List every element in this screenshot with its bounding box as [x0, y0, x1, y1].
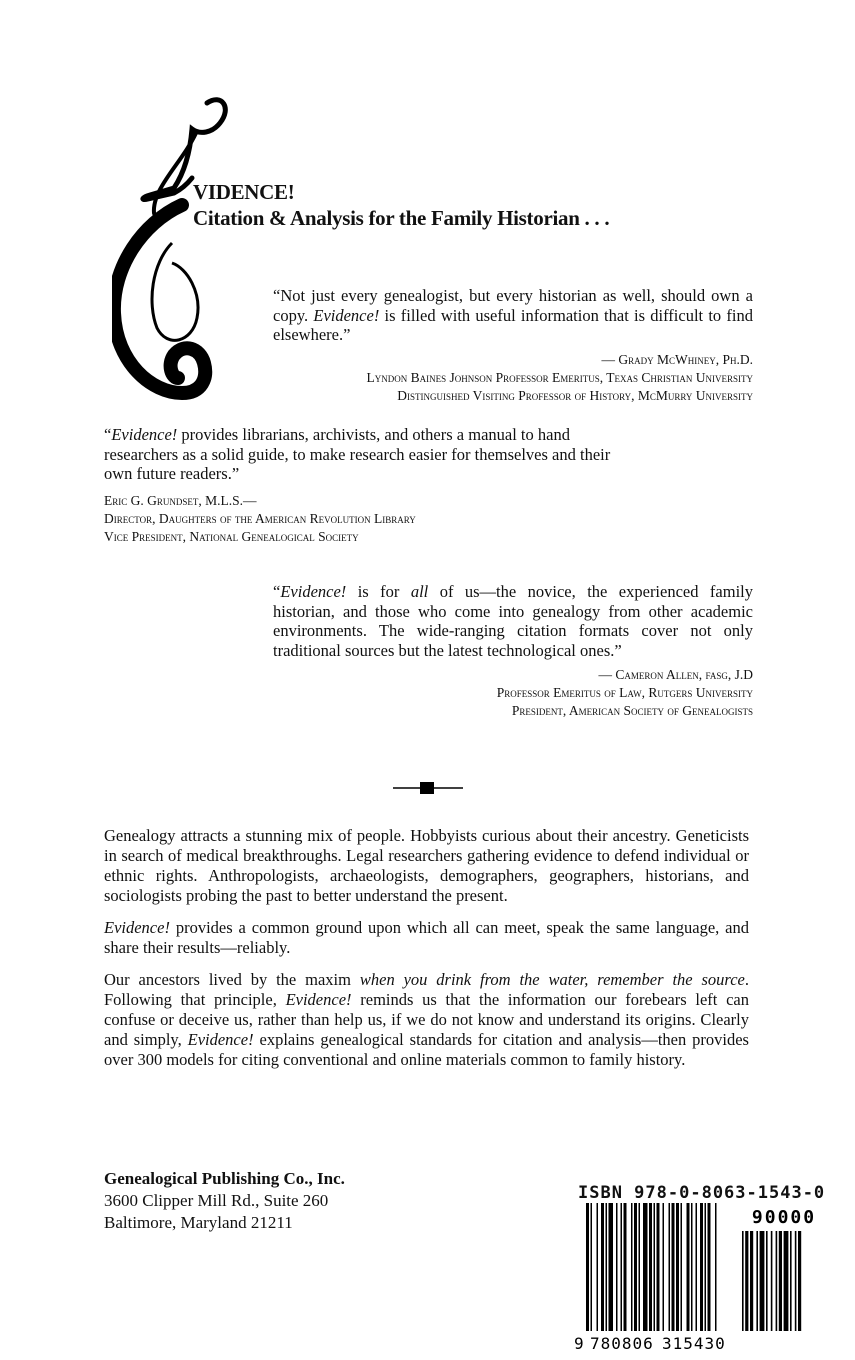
barcode-addon-bar [798, 1231, 801, 1343]
description-paragraph-3: Our ancestors lived by the maxim when you drink from the water, remember the source. Following that principle, Evidence! reminds us that the information our forebears left can confuse or deceive us, rather than help us, if we do not know and understand its origins. Clearly and simply, Evidence! explains genealogical standards for citation and analysis—then provides over 300 models for citing conventional and online materials common to family history. [104, 970, 749, 1069]
attribution-title: Distinguished Visiting Professor of History, McMurry University [397, 387, 753, 403]
isbn-label: ISBN 978-0-8063-1543-0 [578, 1183, 826, 1203]
barcode-bar [634, 1203, 637, 1331]
title-line-1: VIDENCE! [193, 180, 295, 204]
barcode-addon-bar [784, 1231, 789, 1343]
barcode-bar [654, 1203, 656, 1331]
endorsement-quote-2 [104, 425, 624, 546]
ornamental-e-initial [112, 93, 232, 403]
quote-text: “Not just every genealogist, but every historian as well, should own a copy. Evidence! is filled with useful information that is difficult to find elsewhere.” [273, 286, 753, 344]
barcode-bar [700, 1203, 703, 1331]
barcode-bar [616, 1203, 618, 1331]
barcode-addon-bar [776, 1231, 778, 1343]
attribution-title: Professor Emeritus of Law, Rutgers University [496, 685, 753, 700]
quote-attribution [273, 666, 753, 720]
barcode-bar [657, 1203, 660, 1331]
description-body [104, 826, 749, 1082]
attribution-name: — Cameron Allen, fasg, J.D [598, 667, 753, 682]
publisher-address-line-1: 3600 Clipper Mill Rd., Suite 260 [104, 1191, 329, 1210]
barcode-bar [715, 1203, 717, 1343]
barcode-bar [708, 1203, 711, 1331]
barcode-bar [601, 1203, 604, 1331]
barcode-bar [669, 1203, 671, 1331]
attribution-name: — Grady McWhiney, Ph.D. [601, 351, 753, 367]
attribution-name: Eric G. Grundset, M.L.S.— [104, 492, 257, 508]
quote-text: “Evidence! provides librarians, archivists, and others a manual to hand researchers as a solid guide, to make research easier for themselves and their own future readers.” [104, 425, 611, 483]
barcode-bar [696, 1203, 698, 1331]
barcode-bar [606, 1203, 608, 1331]
barcode-bars-main [586, 1203, 717, 1343]
barcode-digit-first: 9 [574, 1334, 584, 1353]
endorsement-quote-3 [273, 582, 753, 720]
barcode-bar [597, 1203, 599, 1331]
publisher-name: Genealogical Publishing Co., Inc. [104, 1169, 345, 1188]
barcode-addon-bar [745, 1231, 748, 1343]
barcode-bar [672, 1203, 675, 1331]
attribution-title: Director, Daughters of the American Revolution Library [104, 510, 416, 526]
barcode-addon-bar [756, 1231, 758, 1343]
barcode-bar [591, 1203, 593, 1343]
barcode-addon-bar [742, 1231, 744, 1343]
barcode-addon-bar [779, 1231, 782, 1343]
barcode-bar [705, 1203, 707, 1331]
description-paragraph-2: Evidence! provides a common ground upon which all can meet, speak the same language, and share their results—reliably. [104, 918, 749, 957]
barcode-bar [586, 1203, 589, 1343]
barcode-bar [691, 1203, 693, 1331]
barcode-addon-bar [790, 1231, 792, 1343]
publisher-info [104, 1168, 345, 1234]
endorsement-quote-1 [273, 286, 753, 405]
description-paragraph-1: Genealogy attracts a stunning mix of people. Hobbyists curious about their ancestry. Geneticists in search of medical breakthroughs. Legal researchers gathering evidence to defend individual or ethnic rights. Anthropologists, archaeologists, demographers, geographers, historians, and sociologists probing the past to better understand the present. [104, 826, 749, 905]
title-line-2: Citation & Analysis for the Family Historian . . . [193, 206, 610, 230]
barcode-bar [624, 1203, 627, 1331]
attribution-title: Lyndon Baines Johnson Professor Emeritus, Texas Christian University [366, 369, 753, 385]
section-divider [393, 779, 463, 797]
attribution-title: President, American Society of Genealogists [511, 703, 753, 718]
publisher-address-line-2: Baltimore, Maryland 21211 [104, 1213, 293, 1232]
isbn-barcode [570, 1203, 832, 1353]
barcode-bar [631, 1203, 633, 1331]
barcode-bar [609, 1203, 614, 1331]
book-title [193, 180, 609, 230]
barcode-bars-addon [742, 1231, 801, 1343]
price-code: 90000 [751, 1207, 817, 1228]
barcode-addon-bar [795, 1231, 797, 1343]
barcode-bar [639, 1203, 641, 1331]
barcode-bar [649, 1203, 652, 1331]
barcode-addon-bar [760, 1231, 765, 1343]
barcode-addon-bar [771, 1231, 773, 1343]
barcode-digits-left: 780806 [590, 1334, 654, 1353]
quote-attribution [104, 492, 624, 546]
barcode-bar [621, 1203, 623, 1331]
barcode-addon-bar [766, 1231, 768, 1343]
barcode-addon-bar [750, 1231, 753, 1343]
barcode-bar [663, 1203, 665, 1331]
quote-attribution [273, 351, 753, 405]
barcode-bar [676, 1203, 679, 1331]
barcode-bar [681, 1203, 683, 1331]
attribution-title: Vice President, National Genealogical Society [104, 528, 359, 544]
barcode-digits-right: 315430 [662, 1334, 726, 1353]
barcode-bar [687, 1203, 690, 1331]
barcode-bar [643, 1203, 648, 1331]
quote-text: “Evidence! is for all of us—the novice, the experienced family historian, and those who come into genealogy from other academic environments. The wide-ranging citation formats cover not only traditional sources but the latest technological ones.” [273, 582, 753, 660]
